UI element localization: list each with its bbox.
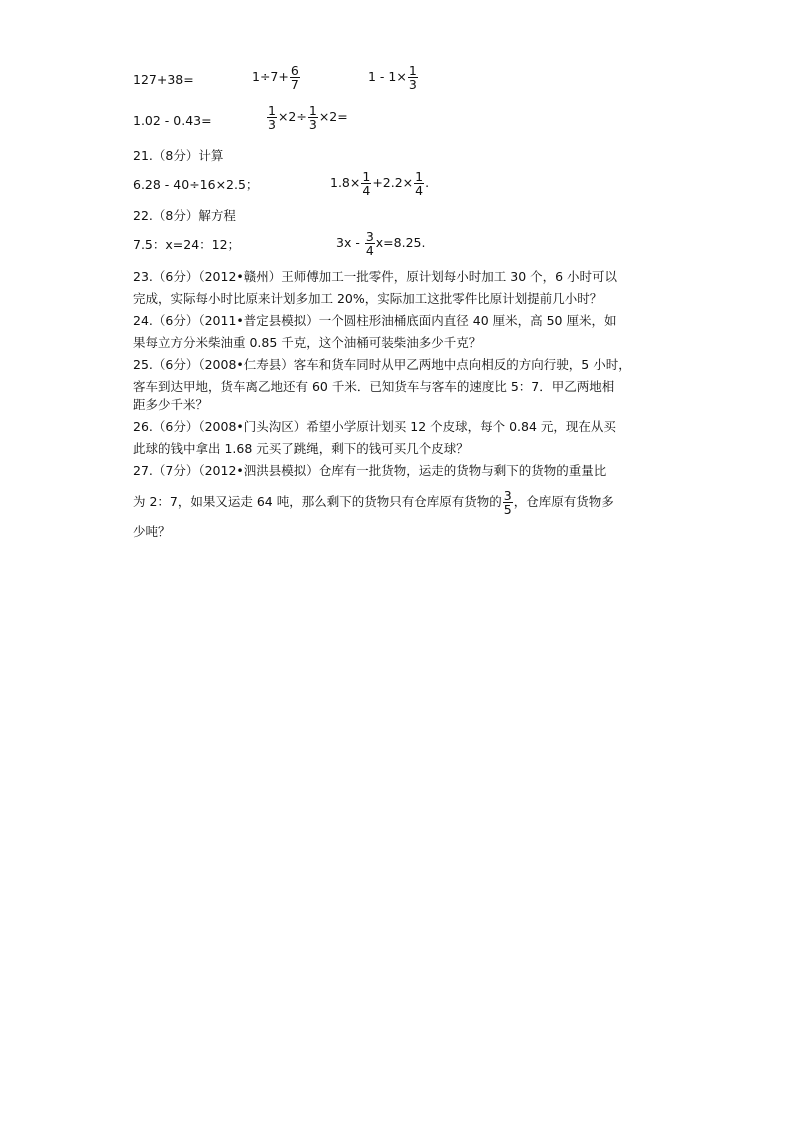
numerator: 1 bbox=[308, 103, 317, 118]
expr-127-plus-38: 127+38= bbox=[133, 72, 194, 87]
q23-line-1: 23.（6分）（2012•赣州）王师傅加工一批零件，原计划每小时加工 30 个，6 小时可以 bbox=[133, 269, 618, 284]
denominator: 3 bbox=[408, 77, 417, 92]
q24-line-1: 24.（6分）（2011•普定县模拟）一个圆柱形油桶底面内直径 40 厘米，高 50 厘米，如 bbox=[133, 313, 617, 328]
expr-text: 为 2：7，如果又运走 64 吨，那么剩下的货物只有仓库原有货物的 bbox=[133, 494, 502, 509]
q27-line-1: 27.（7分）（2012•泗洪县模拟）仓库有一批货物，运走的货物与剩下的货物的重量比 bbox=[133, 463, 607, 478]
q25-line-2: 客车到达甲地，货车离乙地还有 60 千米．已知货车与客车的速度比 5：7．甲乙两地相 bbox=[133, 379, 615, 394]
expr-text: ×2= bbox=[318, 109, 348, 124]
q21-expr-2 bbox=[330, 170, 429, 197]
expr-text: 1.8× bbox=[330, 175, 361, 190]
fraction bbox=[267, 104, 277, 131]
fraction bbox=[361, 170, 371, 197]
numerator: 1 bbox=[415, 169, 424, 184]
denominator: 5 bbox=[503, 502, 512, 517]
fraction bbox=[414, 170, 424, 197]
expr-text: +2.2× bbox=[372, 175, 414, 190]
q23-line-2: 完成，实际每小时比原来计划多加工 20%，实际加工这批零件比原计划提前几小时？ bbox=[133, 291, 603, 306]
q21-expr-1: 6.28 - 40÷16×2.5； bbox=[133, 177, 259, 192]
expr-text: ×2÷ bbox=[277, 109, 307, 124]
q25-line-1: 25.（6分）（2008•仁寿县）客车和货车同时从甲乙两地中点向相反的方向行驶，5 小时， bbox=[133, 357, 631, 372]
fraction bbox=[365, 230, 375, 257]
expr-text: x=8.25. bbox=[375, 235, 426, 250]
expr-1-minus-1-times-frac bbox=[368, 64, 419, 91]
q22-expr-2 bbox=[336, 230, 425, 257]
expr-text: . bbox=[425, 175, 430, 190]
denominator: 4 bbox=[365, 243, 374, 258]
expr-text: 1 - 1× bbox=[368, 69, 407, 84]
denominator: 3 bbox=[308, 117, 317, 132]
q21-heading: 21.（8分）计算 bbox=[133, 148, 224, 163]
q27-line-3: 少吨？ bbox=[133, 524, 171, 539]
expr-text: 3x - bbox=[336, 235, 364, 250]
numerator: 3 bbox=[503, 488, 512, 503]
denominator: 3 bbox=[268, 117, 276, 132]
expr-1-div-7-plus-frac bbox=[252, 64, 301, 91]
q22-heading: 22.（8分）解方程 bbox=[133, 208, 236, 223]
q22-expr-1: 7.5：x=24：12； bbox=[133, 237, 241, 252]
fraction bbox=[408, 64, 418, 91]
expr-text: ，仓库原有货物多 bbox=[513, 494, 614, 509]
denominator: 4 bbox=[415, 183, 424, 198]
denominator: 7 bbox=[290, 77, 299, 92]
q26-line-2: 此球的钱中拿出 1.68 元买了跳绳，剩下的钱可买几个皮球？ bbox=[133, 441, 469, 456]
numerator: 1 bbox=[408, 63, 417, 78]
expr-1-02-minus-0-43: 1.02 - 0.43= bbox=[133, 113, 212, 128]
expr-frac-times-2-div-frac-times-2 bbox=[266, 104, 348, 131]
numerator: 6 bbox=[290, 63, 299, 78]
numerator: 1 bbox=[362, 169, 371, 184]
q25-line-3: 距多少千米？ bbox=[133, 397, 209, 412]
q24-line-2: 果每立方分米柴油重 0.85 千克，这个油桶可装柴油多少千克？ bbox=[133, 335, 482, 350]
q27-line-2 bbox=[133, 489, 614, 516]
fraction bbox=[290, 64, 300, 91]
expr-text: 1÷7+ bbox=[252, 69, 289, 84]
q26-line-1: 26.（6分）（2008•门头沟区）希望小学原计划买 12 个皮球，每个 0.84 元，现在从买 bbox=[133, 419, 616, 434]
numerator: 3 bbox=[365, 229, 374, 244]
fraction bbox=[503, 489, 513, 516]
numerator: 1 bbox=[268, 103, 276, 118]
fraction bbox=[308, 104, 318, 131]
denominator: 4 bbox=[362, 183, 371, 198]
